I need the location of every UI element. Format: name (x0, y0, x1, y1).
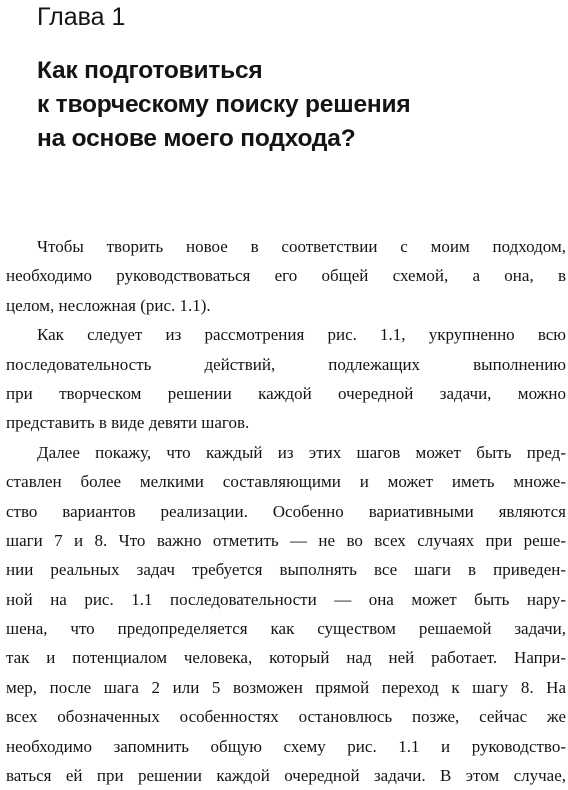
paragraph (6, 232, 566, 320)
chapter-title-line: Как подготовиться (37, 57, 263, 84)
text-line: ной на рис. 1.1 последовательности — она может быть нару- (6, 589, 566, 609)
chapter-label: Глава 1 (37, 3, 126, 31)
text-line: при творческом решении каждой очередной задачи, можно (6, 383, 566, 403)
text-line: Далее покажу, что каждый из этих шагов может быть пред- (37, 442, 566, 462)
body-text (6, 232, 566, 790)
text-line: представить в виде девяти шагов. (6, 413, 250, 433)
chapter-title-line: на основе моего подхода? (37, 125, 356, 152)
text-line: Как следует из рассмотрения рис. 1.1, укрупненно всю (37, 325, 566, 345)
text-line: Чтобы творить новое в соответствии с моим подходом, (37, 237, 566, 256)
chapter-title-line: к творческому поиску решения (37, 91, 411, 118)
text-line: шаги 7 и 8. Что важно отметить — не во всех случаях при реше- (6, 530, 566, 550)
text-line: всех обозначенных особенностях остановлюсь позже, сейчас же (6, 707, 566, 727)
text-line: необходимо запомнить общую схему рис. 1.1 и руководство- (6, 736, 566, 756)
text-line: ство вариантов реализации. Особенно вариативными являются (6, 501, 566, 521)
text-line: последовательность действий, подлежащих выполнению (6, 354, 566, 374)
text-line: нии реальных задач требуется выполнять все шаги в приведен- (6, 560, 566, 580)
chapter-title (37, 54, 557, 156)
text-line: так и потенциалом человека, который над ней работает. Напри- (6, 648, 566, 668)
text-line: мер, после шага 2 или 5 возможен прямой переход к шагу 8. На (6, 677, 566, 697)
text-line: целом, несложная (рис. 1.1). (6, 295, 211, 315)
text-line: ваться ей при решении каждой очередной задачи. В этом случае, (6, 766, 566, 786)
paragraph (6, 320, 566, 438)
text-line: ставлен более мелкими составляющими и может иметь множе- (6, 472, 566, 492)
paragraph (6, 438, 566, 790)
text-line: шена, что предопределяется как существом решаемой задачи, (6, 619, 566, 639)
text-line: необходимо руководствоваться его общей схемой, а она, в (6, 266, 566, 286)
